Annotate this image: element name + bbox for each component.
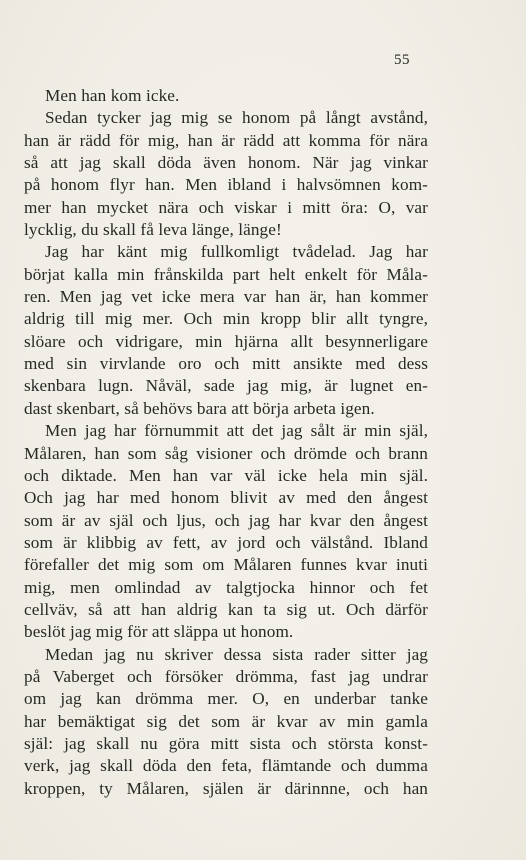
text-line: Medan jag nu skriver dessa sista rader sitter jag (45, 644, 428, 664)
text-line: Och jag har med honom blivit av med den ångest (24, 488, 428, 508)
text-line: dast skenbart, så behövs bara att börja arbeta igen. (24, 398, 375, 418)
text-line: så att jag skall döda även honom. När jag vinkar (24, 153, 428, 173)
text-line: på Vaberget och försöker drömma, fast jag undrar (24, 666, 428, 686)
text-line: verk, jag skall döda den feta, flämtande och dumma (24, 756, 428, 776)
text-line: Målaren, han som såg visioner och drömde och brann (24, 443, 428, 463)
text-line: aldrig till mig mer. Och min kropp blir allt tyngre, (24, 309, 428, 329)
text-line: om jag kan drömma mer. O, en underbar tanke (24, 689, 428, 709)
text-line: lycklig, du skall få leva länge, länge! (24, 220, 282, 240)
text-line: och diktade. Men han var väl icke hela min själ. (24, 465, 428, 485)
text-line: på honom flyr han. Men ibland i halvsömnen kom- (24, 175, 428, 195)
text-line: skenbara lugn. Nåväl, sade jag mig, är lugnet en- (24, 376, 428, 396)
text-line: Sedan tycker jag mig se honom på långt avstånd, (45, 108, 428, 128)
text-line: han är rädd för mig, han är rädd att komma för nära (24, 130, 428, 150)
page-number: 55 (394, 52, 410, 68)
text-line: slöare och vidrigare, min hjärna allt besynnerligare (24, 331, 428, 351)
text-line: Men jag har förnummit att det jag sålt är min själ, (45, 421, 428, 441)
text-line: själ: jag skall nu göra mitt sista och största konst- (24, 733, 428, 753)
text-line: har bemäktigat sig det som är kvar av min gamla (24, 711, 428, 731)
text-line: Men han kom icke. (45, 86, 180, 105)
text-line: som är klibbig av fett, av jord och välstånd. Ibland (24, 532, 428, 552)
text-line: mig, men omlindad av talgtjocka hinnor och fet (24, 577, 428, 597)
text-line: kroppen, ty Målaren, själen är därinnne, och han (24, 778, 428, 798)
text-line: börjat kalla min frånskilda part helt enkelt för Måla- (24, 264, 428, 284)
text-line: mer han mycket nära och viskar i mitt öra: O, var (24, 197, 428, 217)
text-line: beslöt jag mig för att släppa ut honom. (24, 622, 294, 642)
text-line: med sin virvlande oro och mitt ansikte med dess (24, 354, 428, 374)
text-line: som är av själ och ljus, och jag har kvar den ångest (24, 510, 428, 530)
body-text (24, 85, 428, 800)
text-line: ren. Men jag vet icke mera var han är, han kommer (24, 287, 428, 307)
text-line: Jag har känt mig fullkomligt tvådelad. Jag har (45, 242, 428, 262)
text-line: cellväv, så att han aldrig kan ta sig ut. Och därför (24, 599, 428, 619)
text-line: förefaller det mig som om Målaren funnes kvar inuti (24, 555, 428, 575)
